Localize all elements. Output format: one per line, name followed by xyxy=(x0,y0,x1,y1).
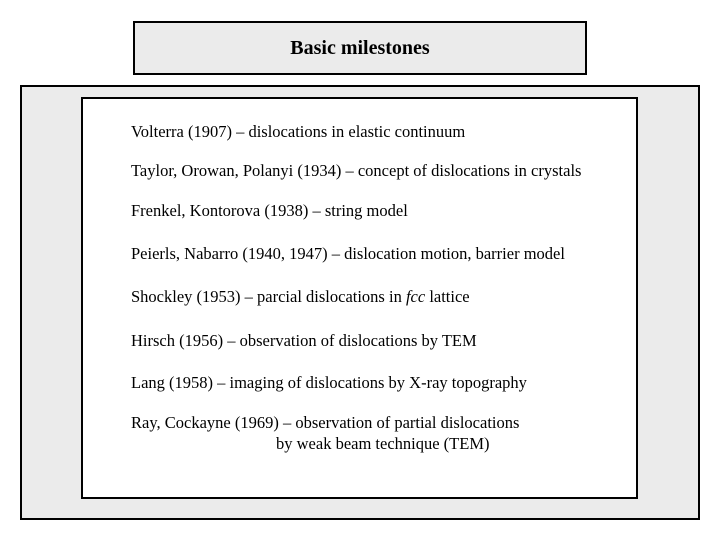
milestone-ray-cockayne-line1: Ray, Cockayne (1969) – observation of partial dislocations xyxy=(131,413,520,432)
milestone-shockley-text: Shockley (1953) – parcial dislocations in xyxy=(131,287,406,306)
milestone-shockley-suffix: lattice xyxy=(425,287,470,306)
milestone-frenkel-kontorova: Frenkel, Kontorova (1938) – string model xyxy=(131,201,408,220)
slide-title: Basic milestones xyxy=(290,36,430,59)
milestone-hirsch: Hirsch (1956) – observation of dislocations by TEM xyxy=(131,331,477,350)
milestone-shockley xyxy=(131,286,470,307)
milestone-ray-cockayne-line2: by weak beam technique (TEM) xyxy=(276,434,490,453)
slide-title-box xyxy=(133,21,587,75)
milestone-taylor-orowan-polanyi: Taylor, Orowan, Polanyi (1934) – concept of dislocations in crystals xyxy=(131,161,582,180)
milestone-volterra: Volterra (1907) – dislocations in elastic continuum xyxy=(131,122,466,141)
milestone-lang: Lang (1958) – imaging of dislocations by X-ray topography xyxy=(131,373,527,392)
milestone-peierls-nabarro: Peierls, Nabarro (1940, 1947) – dislocation motion, barrier model xyxy=(131,244,565,263)
milestone-shockley-italic: fcc xyxy=(405,287,426,306)
milestone-ray-cockayne xyxy=(131,412,519,454)
